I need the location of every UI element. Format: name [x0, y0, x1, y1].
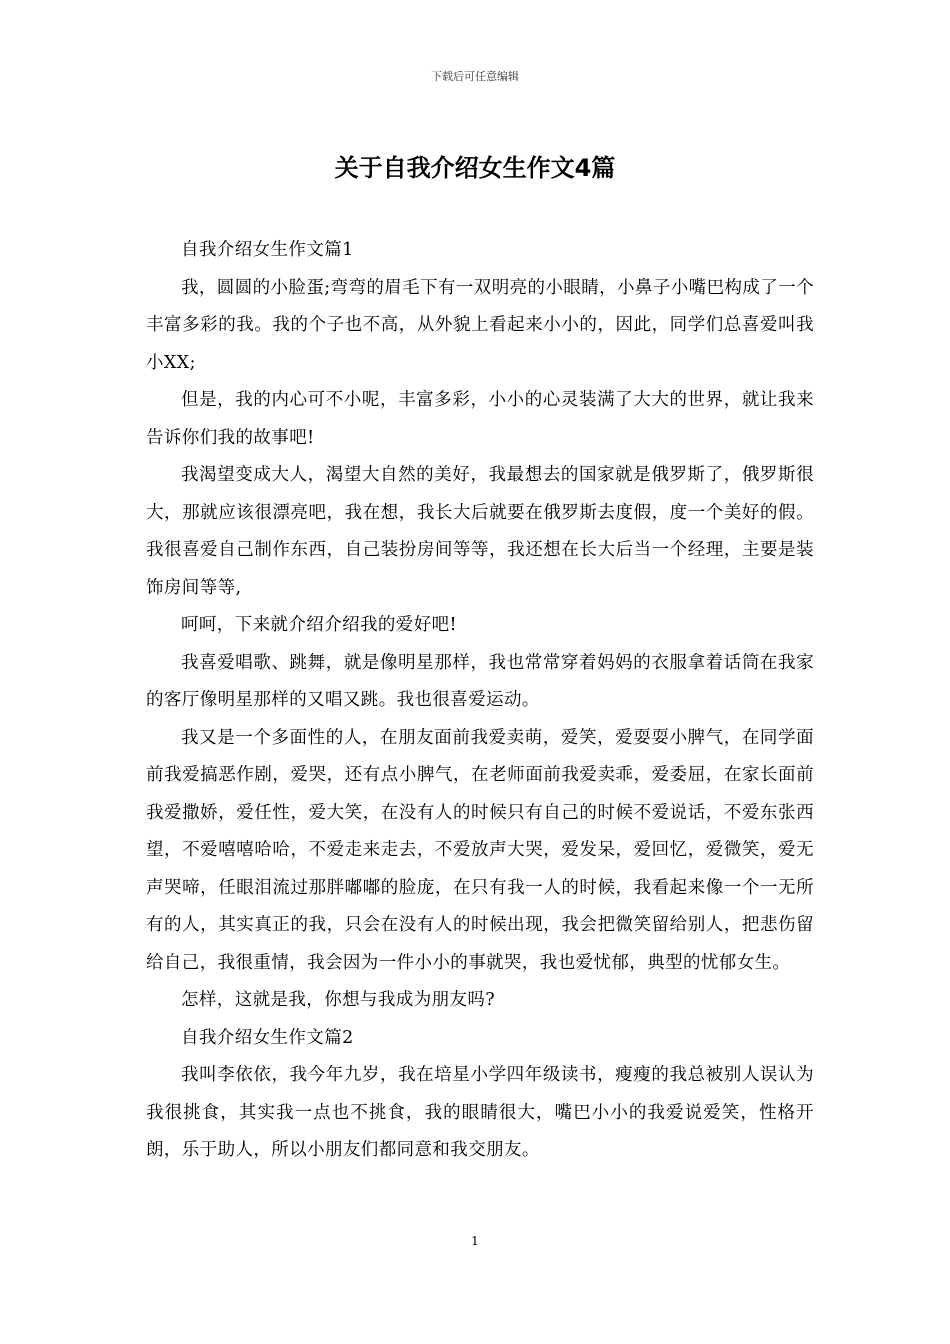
header-note: 下载后可任意编辑: [431, 70, 519, 83]
paragraph: 我叫李依依，我今年九岁，我在培星小学四年级读书，瘦瘦的我总被别人误认为我很挑食，其实我一点也不挑食，我的眼睛很大，嘴巴小小的我爱说爱笑，性格开朗，乐于助人，所以小朋友们都同意和我交朋友。: [146, 1065, 814, 1160]
paragraph: 我又是一个多面性的人，在朋友面前我爱卖萌，爱笑，爱耍耍小脾气，在同学面前我爱搞恶作剧，爱哭，还有点小脾气，在老师面前我爱卖乖，爱委屈，在家长面前我爱撒娇，爱任性，爱大笑，在没有人的时候只有自己的时候不爱说话，不爱东张西望，不爱嘻嘻哈哈，不爱走来走去，不爱放声大哭，爱发呆，爱回忆，爱微笑，爱无声哭啼，任眼泪流过那胖嘟嘟的脸庞，在只有我一人的时候，我看起来像一个一无所有的人，其实真正的我，只会在没有人的时候出现，我会把微笑留给别人，把悲伤留给自己，我很重情，我会因为一件小小的事就哭，我也爱忧郁，典型的忧郁女生。: [146, 727, 814, 973]
paragraph: 我，圆圆的小脸蛋;弯弯的眉毛下有一双明亮的小眼睛，小鼻子小嘴巴构成了一个丰富多彩的我。我的个子也不高，从外貌上看起来小小的，因此，同学们总喜爱叫我小XX;: [146, 277, 814, 373]
document-body: [146, 232, 814, 1170]
page-number: 1: [471, 1234, 479, 1248]
document-title: 关于自我介绍女生作文4篇: [334, 154, 616, 182]
paragraph: 我渴望变成大人，渴望大自然的美好，我最想去的国家就是俄罗斯了，俄罗斯很大，那就应该很漂亮吧，我在想，我长大后就要在俄罗斯去度假，度一个美好的假。我很喜爱自己制作东西，自己装扮房间等等，我还想在长大后当一个经理，主要是装饰房间等等,: [146, 465, 814, 598]
section-heading: 自我介绍女生作文篇1: [181, 240, 354, 260]
paragraph: 呵呵，下来就介绍介绍我的爱好吧!: [181, 615, 457, 635]
paragraph: 我喜爱唱歌、跳舞，就是像明星那样，我也常常穿着妈妈的衣服拿着话筒在我家的客厅像明星那样的又唱又跳。我也很喜爱运动。: [146, 652, 814, 710]
paragraph: 但是，我的内心可不小呢，丰富多彩，小小的心灵装满了大大的世界，就让我来告诉你们我的故事吧!: [146, 390, 814, 448]
paragraph: 怎样，这就是我，你想与我成为朋友吗?: [181, 990, 496, 1010]
section-heading: 自我介绍女生作文篇2: [181, 1027, 354, 1048]
